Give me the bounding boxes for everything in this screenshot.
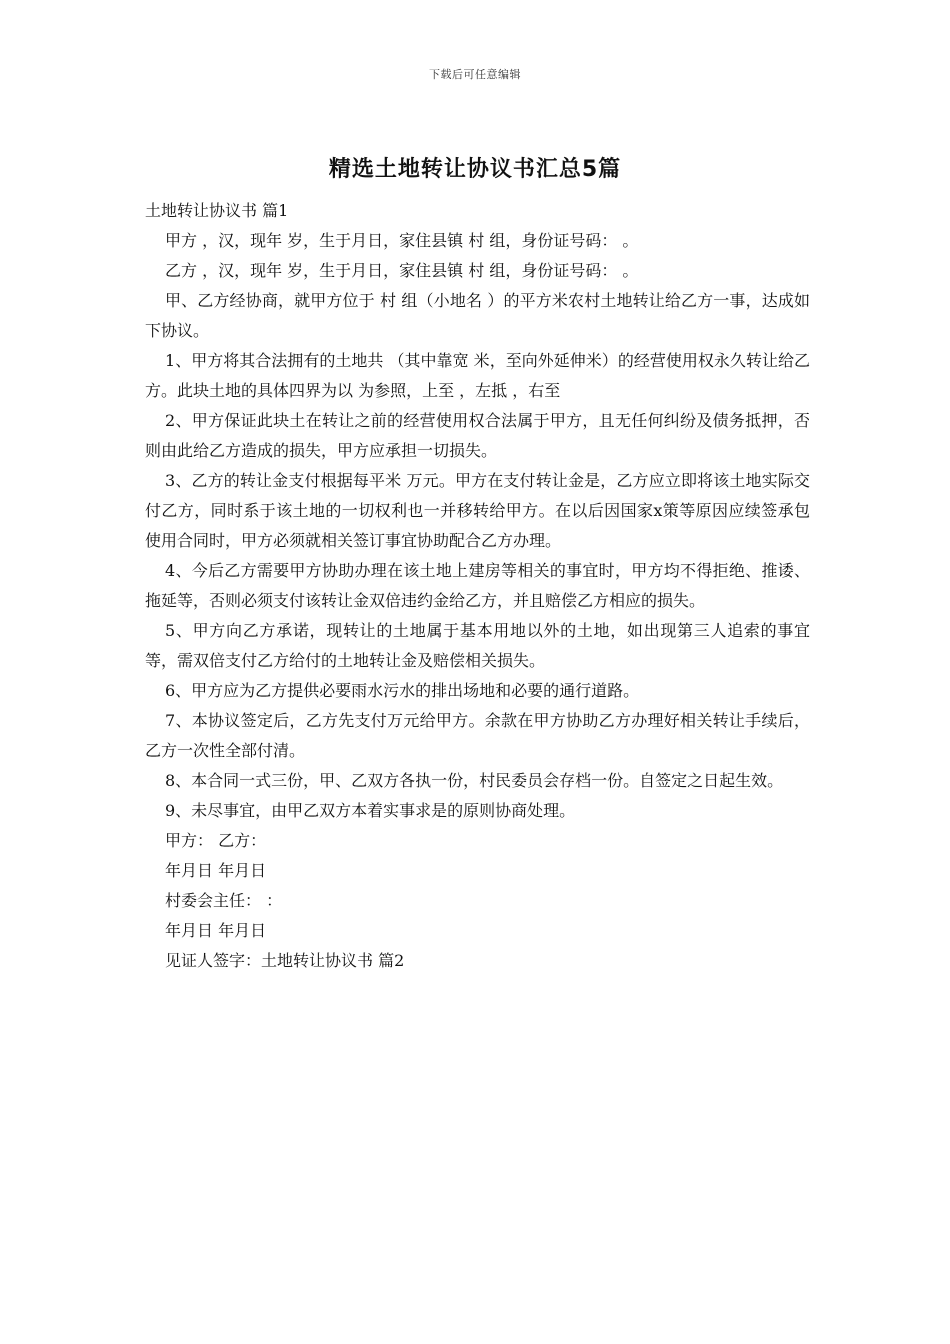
clause-4: 4、今后乙方需要甲方协助办理在该土地上建房等相关的事宜时，甲方均不得拒绝、推诿、拖延等，否则必须支付该转让金双倍违约金给乙方，并且赔偿乙方相应的损失。: [145, 561, 810, 610]
clause-3: 3、乙方的转让金支付根据每平米 万元。甲方在支付转让金是，乙方应立即将该土地实际交付乙方，同时系于该土地的一切权利也一并移转给甲方。在以后因国家x策等原因应续签承包使用合同时，甲方必须就相关签订事宜协助配合乙方办理。: [145, 471, 810, 550]
paragraph-preamble: 甲、乙方经协商，就甲方位于 村 组（小地名 ）的平方米农村土地转让给乙方一事，达成如下协议。: [145, 291, 810, 340]
section-heading: 土地转让协议书 篇1: [145, 201, 289, 220]
clause-6: 6、甲方应为乙方提供必要雨水污水的排出场地和必要的通行道路。: [165, 681, 640, 700]
document-title: 精选土地转让协议书汇总5篇: [328, 157, 622, 182]
paragraph-party-a: 甲方 ，汉，现年 岁，生于月日，家住县镇 村 组，身份证号码： 。: [165, 231, 639, 250]
document-body: [145, 196, 810, 976]
header-note: 下载后可任意编辑: [429, 68, 521, 81]
clause-8: 8、本合同一式三份，甲、乙双方各执一份，村民委员会存档一份。自签定之日起生效。: [165, 771, 784, 790]
clause-2: 2、甲方保证此块土在转让之前的经营使用权合法属于甲方，且无任何纠纷及债务抵押，否则由此给乙方造成的损失，甲方应承担一切损失。: [145, 411, 810, 460]
signature-dates-1: 年月日 年月日: [165, 861, 267, 880]
paragraph-party-b: 乙方 ，汉，现年 岁，生于月日，家住县镇 村 组，身份证号码： 。: [165, 261, 639, 280]
signature-village-director: 村委会主任： ：: [165, 891, 283, 910]
clause-9: 9、未尽事宜，由甲乙双方本着实事求是的原则协商处理。: [165, 801, 576, 820]
signature-witness: 见证人签字：土地转让协议书 篇2: [165, 951, 405, 970]
signature-parties: 甲方： 乙方：: [165, 831, 267, 850]
clause-7: 7、本协议签定后，乙方先支付万元给甲方。余款在甲方协助乙方办理好相关转让手续后，乙方一次性全部付清。: [145, 711, 810, 760]
signature-dates-2: 年月日 年月日: [165, 921, 267, 940]
clause-1: 1、甲方将其合法拥有的土地共 （其中靠宽 米，至向外延伸米）的经营使用权永久转让给乙方。此块土地的具体四界为以 为参照，上至 ，左抵 ，右至: [145, 351, 810, 400]
clause-5: 5、甲方向乙方承诺，现转让的土地属于基本用地以外的土地，如出现第三人追索的事宜等，需双倍支付乙方给付的土地转让金及赔偿相关损失。: [145, 621, 810, 670]
